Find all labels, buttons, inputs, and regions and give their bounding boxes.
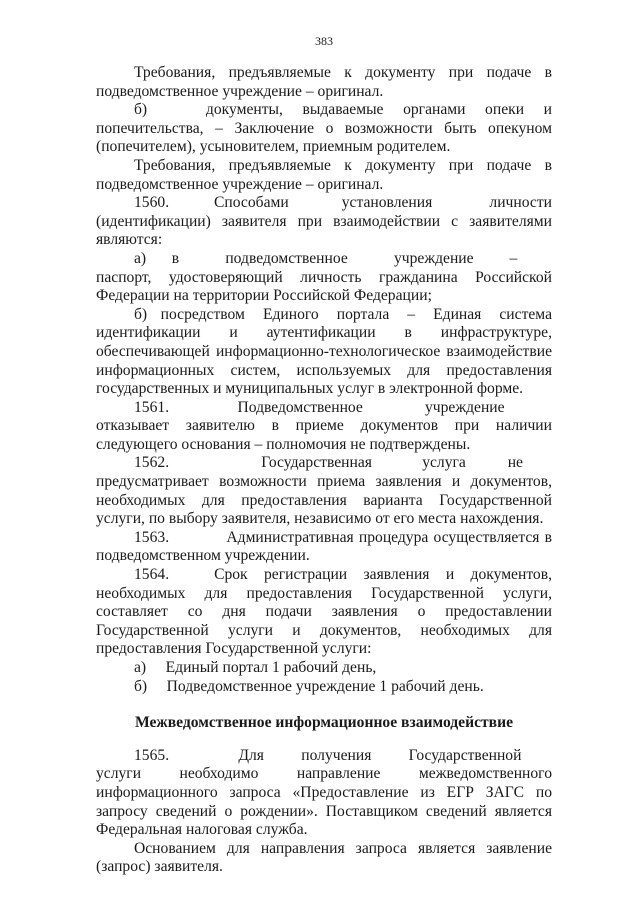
paragraph-requirements-2: Требования, предъявляемые к документу при подаче в подведомственное учреждение – оригинал.	[96, 156, 552, 193]
paragraph-1560-b: б) посредством Единого портала – Единая система идентификации и аутентификации в инфраструктуре, обеспечивающей информационно-технологическое взаимодействие информационных систем, используемых для предоставления государственных и муниципальных услуг в электронной форме.	[96, 305, 552, 398]
page-number: 383	[315, 34, 333, 48]
paragraph-request-basis: Основанием для направления запроса является заявление (запрос) заявителя.	[96, 839, 552, 876]
paragraph-1560-a: а) в подведомственное учреждение – паспорт, удостоверяющий личность гражданина Российской Федерации на территории Российской Федерации;	[96, 249, 552, 305]
paragraph-1565: 1565. Для получения Государственной услуги необходимо направление межведомственного информационного запроса «Предоставление из ЕГР ЗАГС по запросу сведений о рождении». Поставщиком сведений является Федеральная налоговая служба.	[96, 746, 552, 839]
paragraph-1563: 1563. Административная процедура осуществляется в подведомственном учреждении.	[96, 528, 552, 565]
paragraph-1560: 1560. Способами установления личности (идентификации) заявителя при взаимодействии с заявителями являются:	[96, 194, 552, 249]
paragraph-1562: 1562. Государственная услуга не предусматривает возможности приема заявления и документов, необходимых для предоставления варианта Государственной услуги, по выбору заявителя, независимо от его места нахождения.	[96, 454, 552, 528]
list-item-portal: а) Единый портал 1 рабочий день,	[134, 659, 377, 676]
paragraph-1564: 1564. Срок регистрации заявления и документов, необходимых для предоставления Государственной услуги, составляет со дня подачи заявления о предоставлении Государственной услуги и документов, необходимых для предоставления Государственной услуги:	[96, 566, 552, 658]
paragraph-guardianship-documents: б) документы, выдаваемые органами опеки и попечительства, – Заключение о возможности быть опекуном (попечителем), усыновителем, приемным родителем.	[96, 101, 552, 156]
paragraph-1561: 1561. Подведомственное учреждение отказывает заявителю в приеме документов при наличии следующего основания – полномочия не подтверждены.	[96, 398, 552, 453]
section-heading: Межведомственное информационное взаимодействие	[135, 714, 513, 732]
document-page	[96, 34, 552, 877]
paragraph-requirements-1: Требования, предъявляемые к документу при подаче в подведомственное учреждение – оригинал.	[96, 64, 552, 100]
list-item-institution: б) Подведомственное учреждение 1 рабочий день.	[134, 677, 484, 695]
